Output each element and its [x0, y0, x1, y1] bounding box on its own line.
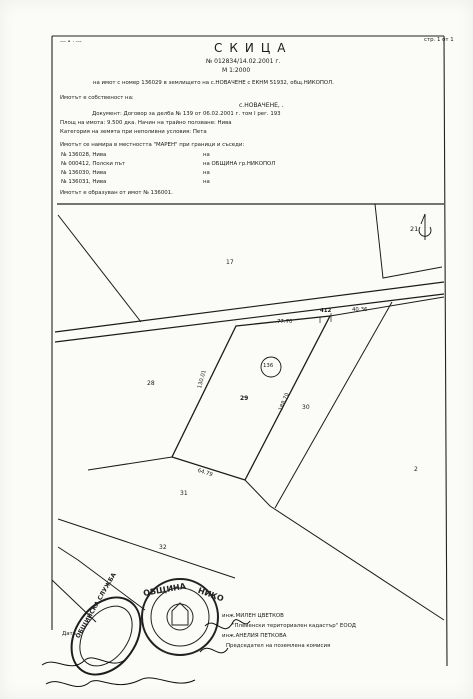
parcel-label-29: 29	[240, 395, 249, 402]
municipality-stamp	[142, 579, 225, 655]
footer-line-2: "Плевенски териториален кадастър" ЕООД	[232, 623, 357, 629]
formed-from-line: Имотът е образуван от имот № 136001.	[60, 190, 173, 196]
north-label: 21	[410, 225, 419, 233]
parcel-label-31: 31	[180, 490, 188, 497]
document-line: Документ: Договор за делба № 139 от 06.02.2001 г. том I рег. 193	[92, 111, 281, 117]
parcel-label-32: 32	[159, 544, 167, 551]
page-number: стр. 1 от 1	[424, 37, 454, 43]
neighbor-id: № 136028, Нива	[61, 152, 107, 158]
ownership-label: Имотът е собственост на:	[60, 95, 134, 101]
scale-label: М 1:2000	[222, 67, 251, 74]
footer-line-3: инж.АНЕЛИЯ ПЕТКОВА	[222, 633, 287, 639]
owner-name: с.НОВАЧЕНЕ, .	[239, 102, 284, 109]
svg-text:НИКО: НИКО	[196, 585, 225, 604]
top-dimension: 77.70	[277, 319, 293, 325]
north-arrow-icon	[419, 214, 431, 240]
neighbor-id: № 136031, Нива	[61, 179, 107, 185]
subject-line: на имот с номер 136029 в землището на с.НОВАЧЕНЕ с ЕКНМ 51932, общ.НИКОПОЛ.	[93, 80, 334, 86]
right-dimension: 188.70	[278, 392, 291, 412]
document-number: № 012834/14.02.2001 г.	[206, 58, 281, 65]
road-number-label: 412	[320, 308, 332, 314]
parcel-label-2: 2	[414, 466, 418, 473]
parcel-label-28: 28	[147, 380, 155, 387]
footer-line-4: Председател на поземлена комисия	[226, 643, 331, 649]
neighbor-owner: на	[203, 152, 210, 158]
document-title: СКИЦА	[214, 41, 293, 55]
neighbor-id: № 136030, Нива	[61, 170, 107, 176]
service-stamp	[57, 571, 154, 687]
left-dimension: 130.01	[197, 369, 208, 390]
neighbor-id: № 000412, Полски път	[61, 161, 126, 167]
neighbor-owner: на	[203, 179, 210, 185]
neighbor-owner: на ОБЩИНА гр.НИКОПОЛ	[203, 161, 276, 167]
parcel-label-30: 30	[302, 404, 310, 411]
parcel-circle-label: 136	[263, 363, 274, 369]
bottom-dimension: 64.79	[196, 467, 214, 479]
category-line: Категория на земята при неполивни условия: Пета	[60, 129, 207, 135]
location-line: Имотът се намира в местността "МАРЕН" при граници и съседи:	[60, 142, 245, 148]
signatures	[42, 620, 250, 687]
area-line: Площ на имота: 9.500 дка. Начин на трайно ползване: Нива	[60, 120, 232, 126]
top-left-mark: --- • · ---	[60, 39, 82, 45]
parcel-boundaries	[52, 204, 444, 622]
svg-text:ОБЩИНСКА СЛУЖБА: ОБЩИНСКА СЛУЖБА	[74, 571, 118, 640]
svg-text:ОБЩИНА: ОБЩИНА	[142, 581, 187, 598]
neighbor-owner: на	[203, 170, 210, 176]
footer-line-1: инж.МИЛЕН ЦВЕТКОВ	[222, 613, 284, 619]
parcel-label-17: 17	[226, 259, 234, 266]
road-dimension: 40.36	[352, 307, 368, 313]
date-label: Дата	[62, 631, 76, 637]
